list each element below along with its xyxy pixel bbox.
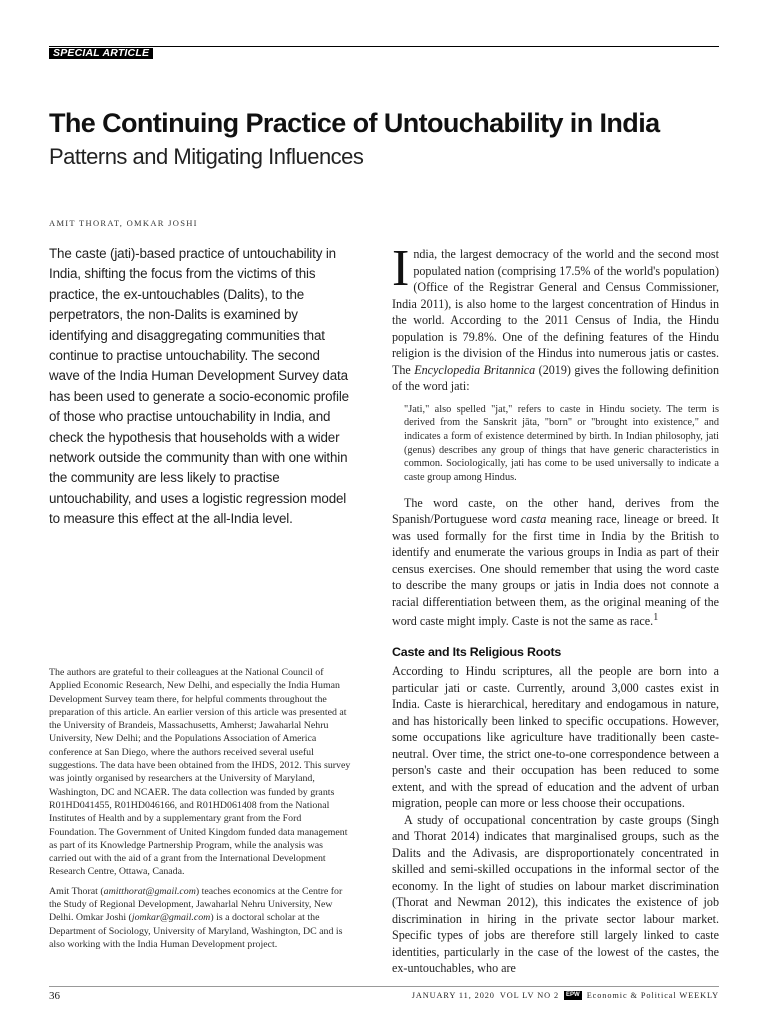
- intro-text: ndia, the largest democracy of the world and the second most populated nation (comprising 17.5% of the world's population) (Office of the Registrar General and Census Commissioner, India 2011), is also home to the largest concentration of Hindus in the world. According to the 2011 Census of India, the Hindu population is 79.8%. One of the defining features of the Hindu religion is the division of the Hindus into numerous jatis or castes. The: [392, 247, 719, 377]
- intro-emphasis: Encyclopedia Britannica: [414, 362, 536, 377]
- author-email-link[interactable]: amitthorat@gmail.com: [103, 885, 196, 897]
- issue-volume: VOL LV NO 2: [499, 991, 560, 1000]
- footer-info: [412, 991, 719, 1000]
- article-title: The Continuing Practice of Untouchability in India: [49, 108, 660, 138]
- author-bio-part: ) is a doctoral scholar at the Department of Sociology, University of Maryland, Washington, DC and is also working with the India Human Development project.: [49, 912, 343, 950]
- drop-cap: I: [392, 240, 410, 297]
- section-bar: [49, 46, 719, 59]
- para-text-end: meaning race, lineage or breed. It was used formally for the first time in India by the British to identify and enumerate the various groups in India as part of their census exercises. One should remember that using the word caste to describe the many groups or jatis in India does not connote a racial differentiation between them, as the original meaning of the word caste might imply. Caste is not the same as race.: [392, 512, 719, 629]
- section-label: SPECIAL ARTICLE: [49, 48, 153, 59]
- section-heading: Caste and Its Religious Roots: [392, 644, 562, 659]
- author-bio-part: ) teaches economics at the Centre for the Study of Regional Development, Jawaharlal Nehru University, New Delhi. Omkar Joshi (: [49, 885, 343, 924]
- intro-paragraph: [392, 240, 720, 395]
- footnote-marker[interactable]: 1: [653, 612, 659, 624]
- acknowledgement-text: The authors are grateful to their colleagues at the National Council of Applied Economic Research, New Delhi, and especially the India Human Development Survey team there, for helpful comments throughout the preparation of this article. An earlier version of this article was presented at the University of Brandeis, Massachusetts, Amherst; Jawaharlal Nehru University, New Delhi; and the Populations Association of America conference at San Diego, where the authors received several useful suggestions. The data have been obtained from the IHDS, 2012. This survey was jointly organised by researchers at the University of Maryland, Washington, DC and NCAER. The data collection was funded by grants R01HD041455, R01HD046166, and R01HD061408 from the National Institutes of Health and by a supplementary grant from the Ford Foundation. The Government of United Kingdom funded data management as part of its Knowledge Partnership Program, while the analysis was carried out with the aid of a grant from the International Development Research Centre, Ottawa, Canada.: [49, 667, 351, 878]
- intro-text-end: (2019) gives the following definition of the word jati:: [392, 362, 720, 393]
- author-bio: [49, 885, 351, 951]
- author-bio-part: Amit Thorat (: [49, 885, 104, 897]
- acknowledgement-block: [49, 666, 351, 957]
- author-byline: AMIT THORAT, OMKAR JOSHI: [49, 218, 198, 228]
- issue-date: JANUARY 11, 2020: [411, 991, 495, 1000]
- page-number: 36: [49, 990, 60, 1002]
- block-quote: "Jati," also spelled "jat," refers to caste in Hindu society. The term is derived from the Sanskrit jāta, "born" or "brought into existence," and indicates a form of existence determined by birth. In Indian philosophy, jati (genus) describes any group of things that have generic characteristics in common. Sociologically, jati has come to be used universally to indicate a caste group among Hindus.: [404, 403, 719, 484]
- body-paragraph: [392, 495, 719, 630]
- footer-divider: [49, 986, 719, 987]
- body-paragraph: A study of occupational concentration by caste groups (Singh and Thorat 2014) indicates that marginalised groups, such as the Dalits and the Adivasis, are disproportionately concentrated in skilled and semi-skilled occupations in the informal sector of the economy. In the light of studies on labour market discrimination (Thorat and Newman 2012), this indicates the existence of job discrimination in hiring in the private sector labour market. Specific types of jobs are therefore still largely linked to caste identities, particularly in the case of the lowest of the castes, the ex-untouchables, who are: [392, 812, 719, 976]
- epw-logo: EPW: [566, 992, 580, 998]
- body-paragraph: According to Hindu scriptures, all the people are born into a particular jati or caste. Currently, around 3,000 castes exist in India. Caste is hierarchical, hereditary and endogamous in nature, and has historically been linked to specific occupations. However, some occupations like agriculture have traditionally been caste-neutral. Over time, the strict one-to-one correspondence between a person's caste and their occupation has been reduced to some extent, and with the spread of education and the advent of urban migration, people can more or less choose their occupations.: [392, 664, 719, 811]
- para-emphasis: casta: [520, 512, 547, 527]
- article-subtitle: Patterns and Mitigating Influences: [49, 144, 364, 169]
- author-email-link[interactable]: jomkar@gmail.com: [131, 912, 211, 924]
- body-column: [392, 240, 720, 977]
- abstract: The caste (jati)-based practice of untouchability in India, shifting the focus from the victims of this practice, the ex-untouchables (Dalits), to the perpetrators, the non-Dalits is examined by identifying and disaggregating communities that continue to practise untouchability. The second wave of the India Human Development Survey data has been used to generate a socio-economic profile of those who practise untouchability in India, and check the hypothesis that households with a wider network outside the community than with one within the community are less likely to practise untouchability, and uses a logistic regression model to measure this effect at the all-India level.: [49, 246, 349, 527]
- journal-name: Economic & Political WEEKLY: [586, 991, 719, 1000]
- para-text: The word caste, on the other hand, derives from the Spanish/Portuguese word: [392, 495, 719, 527]
